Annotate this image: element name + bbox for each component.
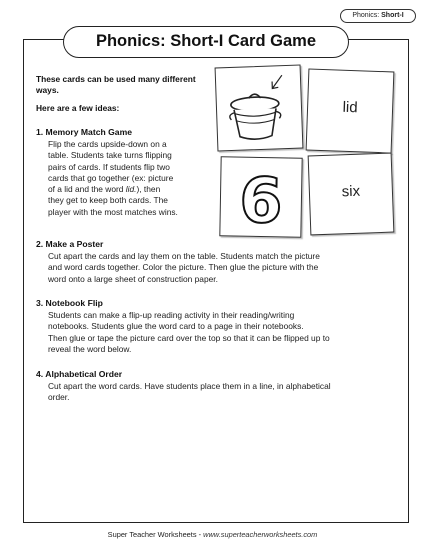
footer-url-link[interactable]: www.superteacherworksheets.com — [203, 530, 318, 539]
item-2-line: Cut apart the cards and lay them on the table. Students match the picture — [48, 251, 320, 261]
numeral-six: 6 — [238, 163, 284, 238]
item-1-line: they get to keep both cards. The — [48, 195, 168, 206]
six-picture-card — [219, 156, 302, 237]
six-word-card — [308, 153, 395, 236]
footer-brand: Super Teacher Worksheets — [107, 530, 197, 539]
item-1-body — [48, 139, 213, 218]
item-3-line: notebooks. Students glue the word card to a page in their notebooks. — [48, 321, 304, 332]
item-3-line: Students can make a flip-up reading activity in their reading/writing — [48, 310, 295, 320]
topic-subject: Short-I — [381, 12, 404, 19]
item-3-line: Then glue or tape the picture card over the top so that it can be flipped up to — [48, 332, 330, 343]
item-1-line-part: ), then — [136, 184, 161, 195]
item-2-line: word onto a large sheet of construction paper. — [48, 273, 218, 284]
item-4-body — [48, 381, 331, 404]
item-1-heading: 1. Memory Match Game — [36, 127, 132, 137]
item-1-line: cards that go together (ex: picture — [48, 172, 174, 183]
item-1-line: pairs of cards. If students flip two — [48, 161, 170, 172]
pot-with-lid-icon — [216, 65, 305, 152]
item-1-line: table. Students take turns flipping — [48, 150, 172, 161]
topic-category: Phonics: — [352, 12, 380, 19]
lid-word-card — [306, 69, 395, 154]
item-2-body — [48, 251, 320, 285]
topic-tag — [340, 9, 416, 23]
item-2-heading: 2. Make a Poster — [36, 239, 104, 249]
item-3-line: reveal the word below. — [48, 343, 132, 354]
numeral-six-icon — [220, 157, 303, 238]
item-4-line: order. — [48, 392, 70, 403]
item-1-example-word: lid. — [125, 184, 137, 195]
footer-separator: - — [196, 530, 204, 539]
item-1-line — [48, 184, 213, 195]
item-1-line: Flip the cards upside-down on a — [48, 139, 167, 149]
footer — [0, 530, 425, 539]
item-1-line-part: of a lid and the word — [48, 184, 126, 195]
lid-picture-card — [215, 65, 304, 152]
page-title: Phonics: Short-I Card Game — [63, 26, 349, 58]
item-3-heading: 3. Notebook Flip — [36, 298, 103, 308]
item-2-line: and word cards together. Color the picture. Then glue the picture with the — [48, 262, 319, 273]
six-word: six — [341, 182, 361, 201]
item-1-line: player with the most matches wins. — [48, 206, 178, 217]
item-3-body — [48, 310, 330, 355]
lid-word: lid — [342, 98, 358, 117]
ideas-heading: Here are a few ideas: — [36, 103, 120, 113]
item-4-line: Cut apart the word cards. Have students place them in a line, in alphabetical — [48, 381, 331, 391]
intro-text: These cards can be used many different ways. — [36, 74, 196, 95]
item-4-heading: 4. Alphabetical Order — [36, 369, 123, 379]
